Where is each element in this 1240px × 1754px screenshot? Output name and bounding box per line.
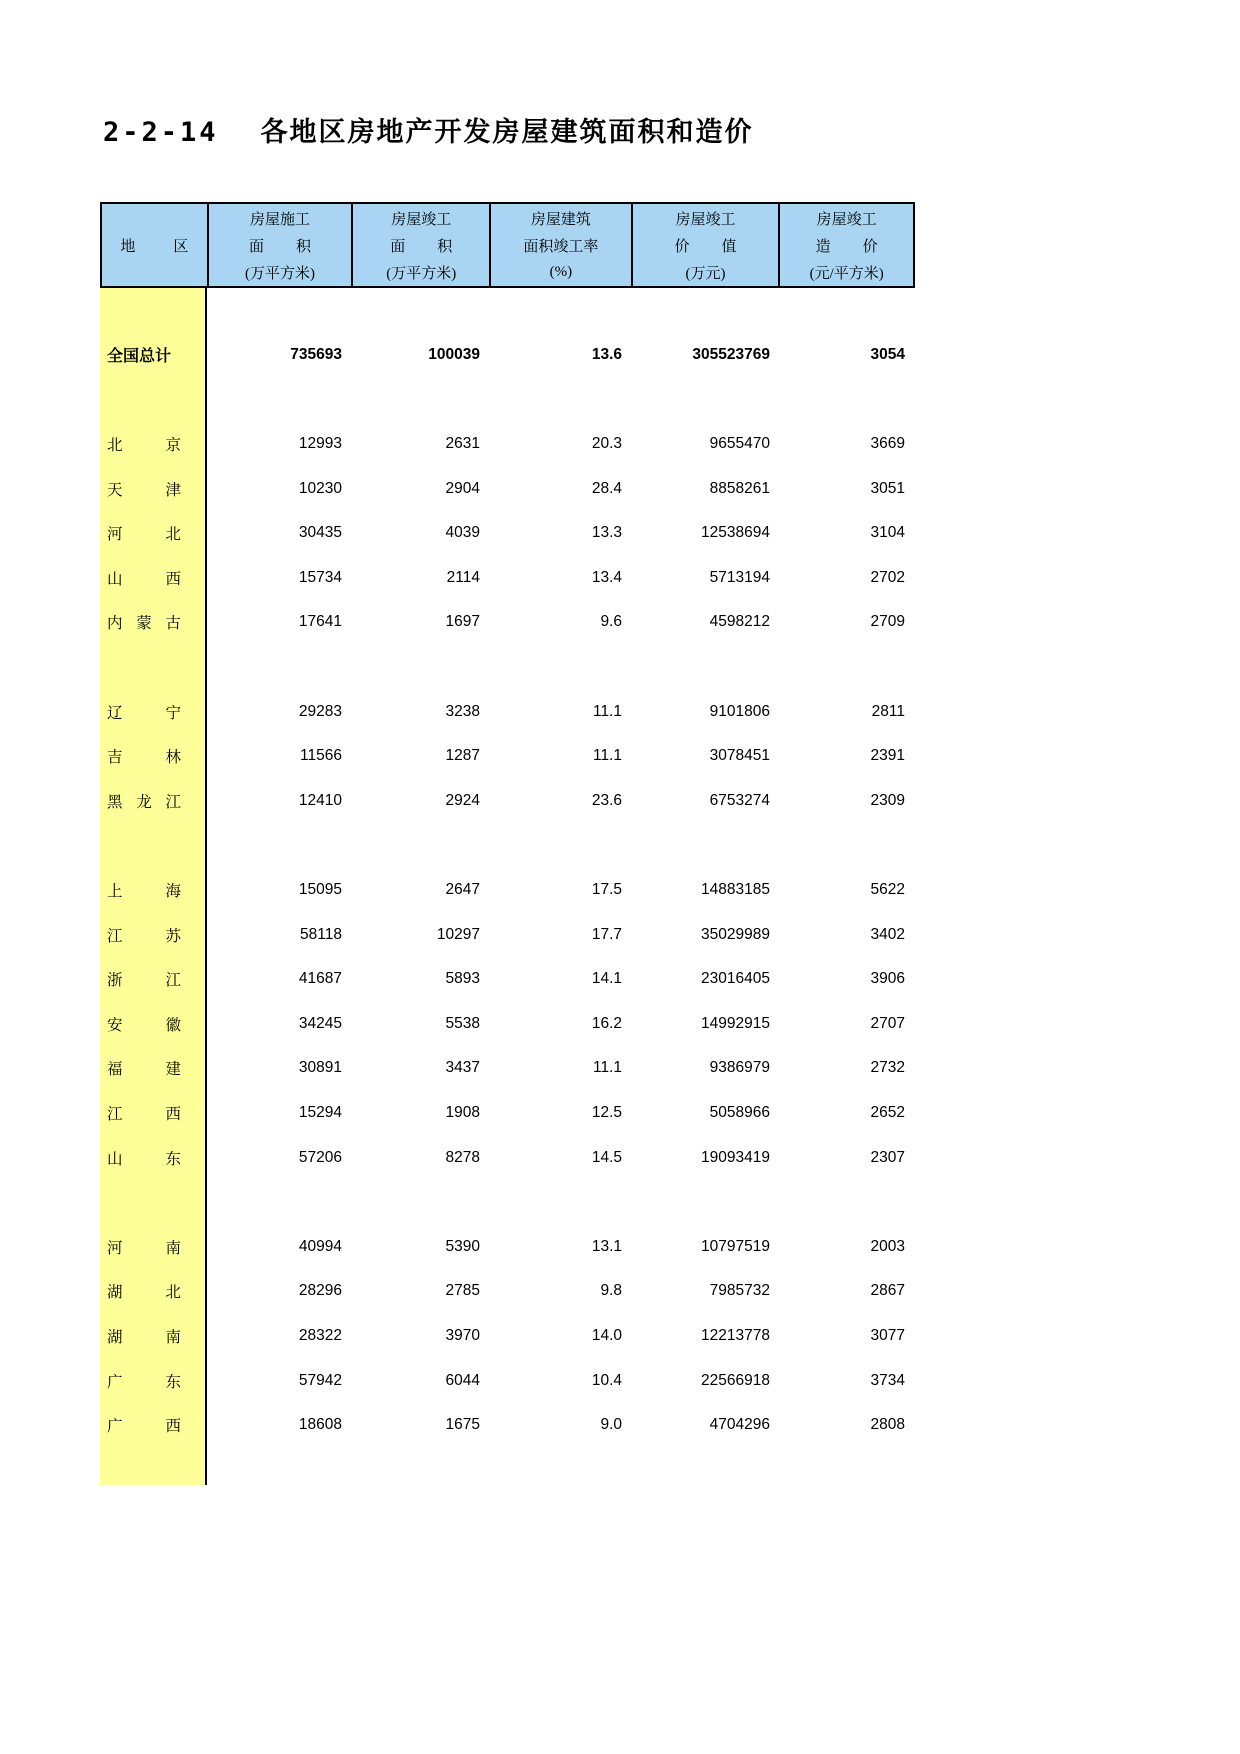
value-cell: 8278 [445,1148,480,1166]
value-cell: 58118 [300,925,342,943]
value-cell [780,377,915,422]
value-cell: 35029989 [701,925,770,943]
table-row [100,556,915,601]
value-cell [632,377,780,422]
value-cell: 2003 [870,1237,905,1255]
value-cell [490,823,632,868]
region-cell [100,466,207,511]
value-cell: 100039 [428,345,480,363]
value-cell: 15734 [298,568,342,586]
table-row [100,689,915,734]
value-cell: 17641 [298,613,342,631]
table-row [100,1091,915,1136]
col-header-region [102,204,209,286]
value-cell: 2867 [870,1282,905,1300]
table-row [100,1314,915,1359]
value-cell: 2808 [870,1416,905,1434]
value-cell [780,823,915,868]
value-cell: 735693 [290,345,342,363]
region-cell [100,689,207,734]
col-header-completed-area [353,204,491,286]
header-line: 房屋竣工 [816,211,877,228]
table-row [100,957,915,1002]
table-row [100,1002,915,1047]
value-cell: 1697 [445,613,480,631]
table-row [100,1403,915,1448]
value-cell: 30891 [298,1059,342,1077]
value-cell: 4598212 [709,613,770,631]
table-row [100,912,915,957]
table-row [100,600,915,645]
region-cell [100,645,207,690]
table-title: 各地区房地产开发房屋建筑面积和造价 [260,117,754,147]
value-cell: 9.8 [600,1282,622,1300]
value-cell: 9655470 [709,435,770,453]
region-cell-label: 江苏 [107,927,181,945]
page-title [103,110,754,149]
region-cell-label: 安徽 [107,1016,181,1034]
region-cell [100,511,207,556]
value-cell [207,645,352,690]
table-body [100,288,915,1485]
region-cell [100,1358,207,1403]
value-cell: 9.6 [600,613,622,631]
value-cell: 40994 [298,1237,342,1255]
value-cell: 57942 [298,1371,342,1389]
region-cell-label: 江西 [107,1105,181,1123]
value-cell: 14.1 [591,970,622,988]
value-cell [632,288,780,333]
value-cell: 19093419 [701,1148,770,1166]
value-cell: 2709 [870,613,905,631]
value-cell: 2904 [445,479,480,497]
region-cell [100,377,207,422]
region-cell-label: 山东 [107,1150,181,1168]
value-cell: 11.1 [592,702,622,720]
table-row [100,288,915,333]
value-cell [352,377,490,422]
region-cell-label: 湖北 [107,1284,181,1302]
value-cell [780,1447,915,1485]
table-row [100,333,915,378]
header-line: 价值 [674,238,737,255]
value-cell [352,645,490,690]
value-cell: 30435 [298,524,342,542]
col-header-construction-area [209,204,354,286]
value-cell [352,1447,490,1485]
value-cell [780,645,915,690]
header-line: 房屋建筑 [530,211,591,228]
value-cell: 57206 [298,1148,342,1166]
value-cell: 5390 [445,1237,480,1255]
value-cell: 28.4 [591,479,622,497]
value-cell: 28296 [298,1282,342,1300]
value-cell [632,1447,780,1485]
value-cell: 17.5 [591,881,622,899]
value-cell: 2732 [870,1059,905,1077]
value-cell: 41687 [298,970,342,988]
value-cell: 18608 [298,1416,342,1434]
value-cell: 2631 [445,435,480,453]
region-cell [100,333,207,378]
table-row [100,868,915,913]
value-cell: 5713194 [709,568,770,586]
value-cell [490,645,632,690]
value-cell: 1287 [445,747,480,765]
value-cell: 2924 [445,791,480,809]
region-cell [100,1091,207,1136]
region-cell [100,600,207,645]
value-cell: 2114 [446,568,480,586]
value-cell [632,1180,780,1225]
value-cell: 4039 [445,524,480,542]
value-cell: 12993 [298,435,342,453]
value-cell: 305523769 [692,345,770,363]
value-cell: 15095 [298,881,342,899]
region-cell [100,957,207,1002]
region-cell [100,1046,207,1091]
region-cell [100,1180,207,1225]
region-cell-label: 天津 [107,481,181,499]
value-cell: 29283 [298,702,342,720]
table-row [100,734,915,779]
value-cell: 2785 [445,1282,480,1300]
header-line: (万平方米) [245,265,316,282]
value-cell: 5893 [445,970,480,988]
value-cell: 5058966 [709,1103,770,1121]
table-row [100,1269,915,1314]
stats-table [100,202,915,1485]
value-cell: 9386979 [709,1059,770,1077]
value-cell: 2647 [445,881,480,899]
table-row [100,1224,915,1269]
value-cell: 2391 [870,747,905,765]
region-cell [100,868,207,913]
value-cell: 2811 [871,702,905,720]
value-cell: 3669 [870,435,905,453]
table-row [100,1135,915,1180]
region-cell [100,912,207,957]
region-cell [100,1002,207,1047]
header-line: (元/平方米) [809,265,884,282]
header-line: 造价 [815,238,878,255]
value-cell: 14.0 [591,1326,622,1344]
value-cell [207,823,352,868]
value-cell: 14992915 [701,1014,770,1032]
region-cell [100,1403,207,1448]
value-cell: 13.3 [591,524,622,542]
region-cell [100,1447,207,1485]
value-cell: 12538694 [701,524,770,542]
value-cell: 3402 [870,925,905,943]
region-cell-label: 广东 [107,1373,181,1391]
value-cell [780,288,915,333]
region-cell-label: 山西 [107,570,181,588]
region-cell-label: 浙江 [107,972,181,990]
value-cell: 12.5 [591,1103,622,1121]
value-cell: 11.1 [592,1059,622,1077]
value-cell: 12213778 [701,1326,770,1344]
region-cell-label: 全国总计 [107,348,172,366]
value-cell: 3078451 [709,747,770,765]
region-cell-label: 福建 [107,1061,181,1079]
value-cell: 3054 [870,345,905,363]
table-row [100,1046,915,1091]
region-cell-label: 广西 [107,1418,181,1436]
value-cell: 6044 [445,1371,480,1389]
col-header-unit-cost [780,204,915,286]
value-cell [207,377,352,422]
value-cell: 15294 [298,1103,342,1121]
value-cell: 2307 [870,1148,905,1166]
value-cell [780,1180,915,1225]
value-cell: 3437 [445,1059,480,1077]
value-cell: 28322 [298,1326,342,1344]
col-header-completion-rate [491,204,633,286]
header-line: 房屋竣工 [675,211,736,228]
value-cell: 23016405 [701,970,770,988]
region-cell [100,1269,207,1314]
table-row [100,645,915,690]
value-cell [207,288,352,333]
header-line: 面积 [390,238,453,255]
table-row [100,779,915,824]
value-cell: 3906 [870,970,905,988]
value-cell: 16.2 [591,1014,622,1032]
value-cell: 5538 [445,1014,480,1032]
value-cell: 9101806 [709,702,770,720]
table-row [100,1447,915,1485]
header-line: 房屋竣工 [391,211,452,228]
value-cell: 3104 [870,524,905,542]
value-cell: 10797519 [701,1237,770,1255]
value-cell [490,1447,632,1485]
value-cell [352,823,490,868]
value-cell: 10.4 [591,1371,622,1389]
value-cell: 1908 [445,1103,480,1121]
header-line: 面积 [249,238,312,255]
value-cell: 10230 [298,479,342,497]
value-cell: 7985732 [709,1282,770,1300]
value-cell: 13.4 [591,568,622,586]
table-row [100,823,915,868]
value-cell: 1675 [445,1416,480,1434]
value-cell: 9.0 [600,1416,622,1434]
value-cell: 10297 [436,925,480,943]
value-cell: 13.6 [591,345,622,363]
value-cell: 34245 [298,1014,342,1032]
table-row [100,1358,915,1403]
value-cell: 14883185 [701,881,770,899]
value-cell [632,823,780,868]
value-cell: 8858261 [709,479,770,497]
table-row [100,422,915,467]
region-cell [100,734,207,779]
region-cell [100,1224,207,1269]
region-cell-label: 内蒙古 [107,615,181,633]
region-cell [100,1314,207,1359]
value-cell: 3051 [870,479,905,497]
region-cell [100,288,207,333]
header-line: 房屋施工 [250,211,311,228]
region-cell-label: 河南 [107,1239,181,1257]
value-cell [490,1180,632,1225]
value-cell: 2707 [870,1014,905,1032]
value-cell: 2702 [870,568,905,586]
value-cell [490,377,632,422]
value-cell [207,1180,352,1225]
header-line: 面积竣工率 [523,238,599,255]
col-header-completed-value [633,204,781,286]
region-cell-label: 黑龙江 [107,793,181,811]
value-cell [632,645,780,690]
value-cell: 3238 [445,702,480,720]
table-number: 2-2-14 [103,117,219,148]
region-cell-label: 河北 [107,526,181,544]
value-cell: 20.3 [591,435,622,453]
value-cell: 3970 [445,1326,480,1344]
region-cell-label: 上海 [107,883,181,901]
region-cell [100,556,207,601]
table-header [100,202,915,288]
region-cell [100,1135,207,1180]
value-cell: 17.7 [591,925,622,943]
region-cell-label: 辽宁 [107,704,181,722]
value-cell: 11566 [300,747,342,765]
region-cell-label: 北京 [107,437,181,455]
value-cell: 12410 [298,791,342,809]
value-cell: 23.6 [591,791,622,809]
region-cell [100,779,207,824]
value-cell: 5622 [870,881,905,899]
value-cell: 22566918 [701,1371,770,1389]
value-cell [352,288,490,333]
value-cell: 6753274 [709,791,770,809]
value-cell: 13.1 [591,1237,622,1255]
value-cell: 2309 [870,791,905,809]
value-cell [490,288,632,333]
table-row [100,1180,915,1225]
value-cell [207,1447,352,1485]
header-line: (万平方米) [386,265,457,282]
table-row [100,377,915,422]
value-cell: 3734 [870,1371,905,1389]
value-cell: 2652 [870,1103,905,1121]
table-row [100,511,915,556]
region-cell [100,823,207,868]
table-row [100,466,915,511]
region-cell [100,422,207,467]
value-cell [352,1180,490,1225]
value-cell: 4704296 [709,1416,770,1434]
header-line: (%) [549,263,573,280]
value-cell: 14.5 [591,1148,622,1166]
value-cell: 3077 [870,1326,905,1344]
region-cell-label: 湖南 [107,1328,181,1346]
region-header-label: 地区 [120,238,189,255]
region-cell-label: 吉林 [107,749,181,767]
header-line: (万元) [685,265,726,282]
value-cell: 11.1 [592,747,622,765]
